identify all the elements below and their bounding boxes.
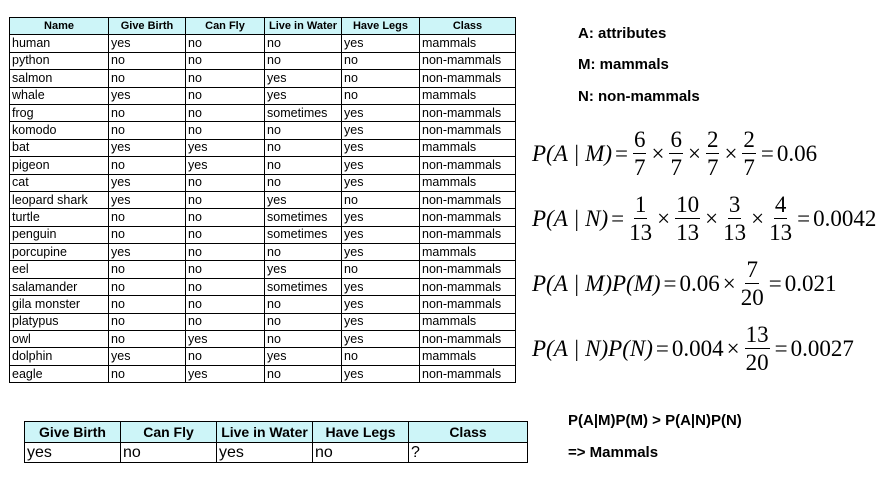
classification-result: => Mammals	[568, 444, 659, 461]
cell-give-birth: no	[109, 157, 186, 174]
cell-give-birth: no	[109, 331, 186, 348]
cell-class: non-mammals	[420, 296, 516, 313]
test-header-class: Class	[409, 422, 528, 443]
cell-live-in-water: no	[265, 139, 342, 156]
table-row	[10, 331, 516, 348]
cell-give-birth: no	[109, 261, 186, 278]
cell-give-birth: yes	[109, 244, 186, 261]
cell-have-legs: yes	[342, 157, 420, 174]
cell-give-birth: no	[109, 313, 186, 330]
table-row	[10, 52, 516, 69]
cell-name: porcupine	[10, 244, 109, 261]
cell-can-fly: no	[186, 70, 265, 87]
test-header-give-birth: Give Birth	[25, 422, 121, 443]
cell-name: cat	[10, 174, 109, 191]
cell-have-legs: yes	[342, 122, 420, 139]
table-row	[10, 296, 516, 313]
cell-class: mammals	[420, 35, 516, 52]
cell-can-fly: no	[186, 174, 265, 191]
cell-class: non-mammals	[420, 365, 516, 382]
cell-have-legs: no	[342, 191, 420, 208]
eq4-coef: 0.004	[671, 335, 724, 361]
cell-have-legs: no	[342, 52, 420, 69]
cell-have-legs: yes	[342, 35, 420, 52]
eq3-fraction: $\frac{7}{20}$	[740, 257, 764, 310]
training-table	[9, 17, 516, 383]
cell-give-birth: no	[109, 365, 186, 382]
column-header-can-fly: Can Fly	[186, 18, 265, 35]
posterior-comparison: P(A|M)P(M) > P(A|N)P(N)	[568, 412, 742, 429]
table-row	[10, 174, 516, 191]
cell-have-legs: yes	[342, 226, 420, 243]
eq4-lhs: P(A | N)P(N)	[532, 335, 653, 361]
cell-live-in-water: no	[265, 313, 342, 330]
test-cell-class: ?	[409, 443, 528, 463]
table-row	[10, 139, 516, 156]
cell-name: python	[10, 52, 109, 69]
cell-have-legs: yes	[342, 139, 420, 156]
legend-mammals: M: mammals	[578, 56, 669, 73]
cell-class: non-mammals	[420, 122, 516, 139]
equation-posterior-non-mammals: P(A | N)P(N) = 0.004 × $\frac{13}{20}$ = 0.0027	[532, 322, 854, 375]
training-table-header-row	[10, 18, 516, 35]
cell-class: non-mammals	[420, 209, 516, 226]
cell-give-birth: no	[109, 209, 186, 226]
test-table-header-row	[25, 422, 528, 443]
cell-class: non-mammals	[420, 278, 516, 295]
eq2-fraction: $\frac{3}{13}$	[723, 192, 747, 245]
cell-class: non-mammals	[420, 261, 516, 278]
eq3-lhs: P(A | M)P(M)	[532, 270, 661, 296]
cell-live-in-water: sometimes	[265, 278, 342, 295]
cell-name: leopard shark	[10, 191, 109, 208]
cell-give-birth: no	[109, 226, 186, 243]
cell-give-birth: no	[109, 70, 186, 87]
table-row	[10, 122, 516, 139]
test-header-can-fly: Can Fly	[121, 422, 217, 443]
eq4-fraction: $\frac{13}{20}$	[745, 322, 769, 375]
cell-can-fly: no	[186, 35, 265, 52]
cell-name: platypus	[10, 313, 109, 330]
table-row	[10, 35, 516, 52]
cell-can-fly: no	[186, 87, 265, 104]
legend-non-mammals: N: non-mammals	[578, 88, 700, 105]
cell-have-legs: yes	[342, 209, 420, 226]
cell-name: penguin	[10, 226, 109, 243]
eq2-result: 0.0042	[813, 205, 877, 231]
cell-class: non-mammals	[420, 52, 516, 69]
cell-give-birth: yes	[109, 191, 186, 208]
table-row	[10, 226, 516, 243]
table-row	[10, 278, 516, 295]
cell-can-fly: no	[186, 296, 265, 313]
table-row	[10, 365, 516, 382]
cell-name: salmon	[10, 70, 109, 87]
eq2-lhs: P(A | N)	[532, 205, 609, 231]
cell-class: non-mammals	[420, 191, 516, 208]
eq1-fraction: $\frac{6}{7}$	[633, 127, 646, 180]
eq1-fraction: $\frac{6}{7}$	[670, 127, 682, 180]
cell-can-fly: yes	[186, 331, 265, 348]
cell-can-fly: no	[186, 313, 265, 330]
cell-live-in-water: yes	[265, 261, 342, 278]
table-row	[10, 348, 516, 365]
eq1-lhs: P(A | M)	[532, 140, 612, 166]
cell-class: mammals	[420, 87, 516, 104]
cell-live-in-water: sometimes	[265, 209, 342, 226]
cell-can-fly: yes	[186, 365, 265, 382]
cell-can-fly: no	[186, 104, 265, 121]
eq3-coef: 0.06	[679, 270, 720, 296]
cell-can-fly: no	[186, 191, 265, 208]
eq1-fraction: $\frac{2}{7}$	[743, 127, 755, 180]
cell-have-legs: yes	[342, 278, 420, 295]
cell-name: gila monster	[10, 296, 109, 313]
cell-name: eagle	[10, 365, 109, 382]
legend-attributes: A: attributes	[578, 25, 667, 42]
cell-class: non-mammals	[420, 157, 516, 174]
test-cell-live-in-water: yes	[217, 443, 313, 463]
cell-class: non-mammals	[420, 104, 516, 121]
cell-have-legs: yes	[342, 313, 420, 330]
equation-likelihood-mammals: P(A | M) = $\frac{6}{7}$ × $\frac{6}{7}$ × $\frac{2}{7}$ × $\frac{2}{7}$ = 0.06	[532, 127, 818, 180]
cell-name: bat	[10, 139, 109, 156]
cell-can-fly: no	[186, 278, 265, 295]
cell-name: owl	[10, 331, 109, 348]
cell-live-in-water: sometimes	[265, 104, 342, 121]
cell-name: pigeon	[10, 157, 109, 174]
cell-live-in-water: no	[265, 244, 342, 261]
test-header-live-in-water: Live in Water	[217, 422, 313, 443]
eq1-fraction: $\frac{2}{7}$	[706, 127, 719, 180]
cell-class: mammals	[420, 139, 516, 156]
cell-give-birth: no	[109, 104, 186, 121]
cell-live-in-water: no	[265, 174, 342, 191]
cell-can-fly: yes	[186, 139, 265, 156]
cell-can-fly: yes	[186, 157, 265, 174]
table-row	[10, 191, 516, 208]
cell-have-legs: no	[342, 348, 420, 365]
test-cell-can-fly: no	[121, 443, 217, 463]
cell-have-legs: yes	[342, 244, 420, 261]
cell-name: whale	[10, 87, 109, 104]
test-cell-give-birth: yes	[25, 443, 121, 463]
training-table-body	[10, 35, 516, 383]
test-record-table	[24, 421, 528, 463]
table-row	[10, 244, 516, 261]
cell-live-in-water: no	[265, 52, 342, 69]
cell-give-birth: no	[109, 52, 186, 69]
cell-have-legs: yes	[342, 104, 420, 121]
cell-class: mammals	[420, 244, 516, 261]
test-record-row	[25, 443, 528, 463]
cell-live-in-water: sometimes	[265, 226, 342, 243]
cell-give-birth: yes	[109, 87, 186, 104]
cell-live-in-water: yes	[265, 348, 342, 365]
cell-class: non-mammals	[420, 226, 516, 243]
cell-live-in-water: no	[265, 365, 342, 382]
cell-give-birth: yes	[109, 348, 186, 365]
cell-give-birth: no	[109, 278, 186, 295]
cell-give-birth: no	[109, 122, 186, 139]
eq2-fraction: $\frac{4}{13}$	[769, 192, 793, 245]
cell-have-legs: yes	[342, 331, 420, 348]
cell-name: turtle	[10, 209, 109, 226]
cell-live-in-water: no	[265, 35, 342, 52]
cell-live-in-water: no	[265, 122, 342, 139]
table-row	[10, 313, 516, 330]
cell-can-fly: no	[186, 261, 265, 278]
column-header-have-legs: Have Legs	[342, 18, 420, 35]
cell-live-in-water: no	[265, 157, 342, 174]
test-cell-have-legs: no	[313, 443, 409, 463]
column-header-live-in-water: Live in Water	[265, 18, 342, 35]
cell-have-legs: no	[342, 87, 420, 104]
cell-class: mammals	[420, 313, 516, 330]
table-row	[10, 261, 516, 278]
cell-name: dolphin	[10, 348, 109, 365]
cell-have-legs: yes	[342, 174, 420, 191]
table-row	[10, 70, 516, 87]
cell-have-legs: yes	[342, 296, 420, 313]
cell-live-in-water: yes	[265, 191, 342, 208]
table-row	[10, 209, 516, 226]
cell-live-in-water: yes	[265, 70, 342, 87]
cell-name: eel	[10, 261, 109, 278]
cell-live-in-water: yes	[265, 87, 342, 104]
cell-name: frog	[10, 104, 109, 121]
cell-live-in-water: no	[265, 331, 342, 348]
cell-name: komodo	[10, 122, 109, 139]
cell-name: human	[10, 35, 109, 52]
cell-have-legs: yes	[342, 365, 420, 382]
cell-class: non-mammals	[420, 331, 516, 348]
cell-give-birth: yes	[109, 174, 186, 191]
cell-give-birth: yes	[109, 35, 186, 52]
cell-class: non-mammals	[420, 70, 516, 87]
eq2-fraction: $\frac{1}{13}$	[629, 192, 653, 245]
column-header-give-birth: Give Birth	[109, 18, 186, 35]
column-header-class: Class	[420, 18, 516, 35]
cell-have-legs: no	[342, 261, 420, 278]
eq3-result: 0.021	[784, 270, 837, 296]
cell-class: mammals	[420, 348, 516, 365]
cell-can-fly: no	[186, 52, 265, 69]
cell-class: mammals	[420, 174, 516, 191]
test-header-have-legs: Have Legs	[313, 422, 409, 443]
eq4-result: 0.0027	[790, 335, 854, 361]
cell-can-fly: no	[186, 348, 265, 365]
cell-have-legs: no	[342, 70, 420, 87]
cell-give-birth: no	[109, 296, 186, 313]
cell-live-in-water: no	[265, 296, 342, 313]
equation-likelihood-non-mammals: P(A | N) = $\frac{1}{13}$ × $\frac{10}{13}$ × $\frac{3}{13}$ × $\frac{4}{13}$ = 0.0042	[532, 192, 877, 245]
cell-can-fly: no	[186, 244, 265, 261]
column-header-name: Name	[10, 18, 109, 35]
table-row	[10, 87, 516, 104]
cell-can-fly: no	[186, 209, 265, 226]
eq2-fraction: $\frac{10}{13}$	[676, 192, 700, 245]
cell-can-fly: no	[186, 226, 265, 243]
eq1-result: 0.06	[776, 140, 818, 166]
table-row	[10, 104, 516, 121]
table-row	[10, 157, 516, 174]
cell-can-fly: no	[186, 122, 265, 139]
cell-give-birth: yes	[109, 139, 186, 156]
equation-posterior-mammals: P(A | M)P(M) = 0.06 × $\frac{7}{20}$ = 0.021	[532, 257, 837, 310]
cell-name: salamander	[10, 278, 109, 295]
